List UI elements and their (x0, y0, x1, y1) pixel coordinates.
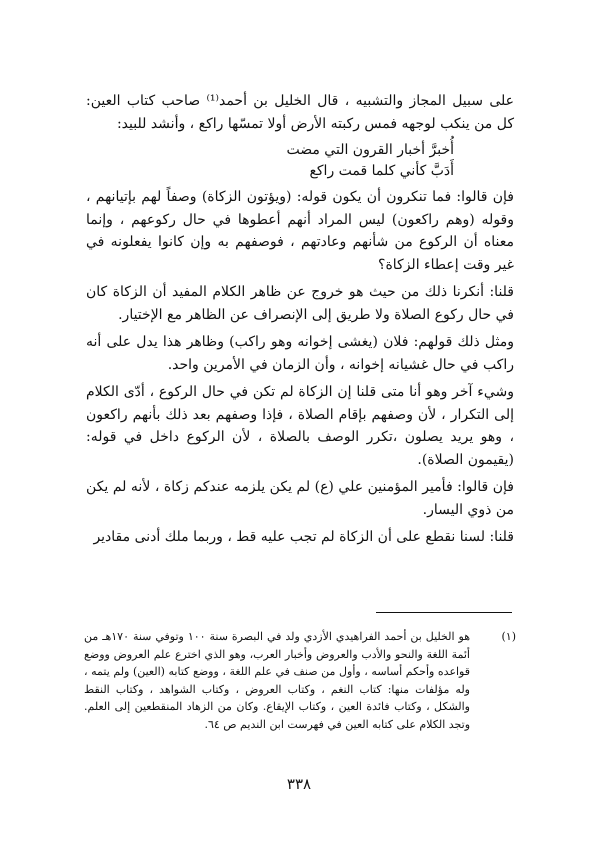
paragraph-3: قلنا: أنكرنا ذلك من حيث هو خروج عن ظاهر الكلام المفيد أن الزكاة كان في حال ركوع الصلاة ولا طريق إلى الإنصراف عن الظاهر مع الإختيار. (86, 284, 515, 323)
footnote (84, 628, 516, 733)
verse-block (86, 140, 514, 182)
paragraph-1: على سبيل المجاز والتشبيه ، قال الخليل بن أحمد⁽¹⁾ صاحب كتاب العين: كل من ينكب لوجهه فمس ركبته الأرض أولا تمسّها راكع ، وأنشد للبيد: (86, 93, 514, 132)
verse-line-1: أُخبرَّ أخبار القرون التي مضت (286, 142, 454, 158)
paragraph-2: فإن قالوا: فما تنكرون أن يكون قوله: (ويؤتون الزكاة) وصفاً لهم بإتيانهم ، وقوله (وهم راكعون) ليس المراد أنهم أعطوها في حال ركوعهم ، وإنما معناه أن الركوع من شأنهم وعادتهم ، فوصفهم به وإن كانوا يفعلونه في غير وقت إعطاء الزكاة؟ (86, 189, 514, 273)
paragraph-5: وشيء آخر وهو أنا متى قلنا إن الزكاة لم تكن في حال الركوع ، أدّى الكلام إلى التكرار ، لأن وصفهم بإقام الصلاة ، فإذا وصفهم بعد ذلك بأنهم راكعون ، وهو يريد يصلون ،تكرر الوصف بالصلاة ، لأن الركوع داخل في قوله: (يقيمون الصلاة). (86, 384, 514, 468)
paragraph-4: ومثل ذلك قولهم: فلان (يغشى إخوانه وهو راكب) وظاهر هذا يدل على أنه راكب في حال غشيانه إخوانه ، وأن الزمان في الأمرين واحد. (86, 334, 514, 373)
footnote-divider (376, 612, 512, 613)
verse-line-2: أَدَبَّ كأني كلما قمت راكع (309, 163, 454, 179)
footnote-text: هو الخليل بن أحمد الفراهيدي الأزدي ولد في البصرة سنة ١٠٠ وتوفي سنة ١٧٠هـ من أئمة اللغة والنحو والأدب والعروض وأخبار العرب، وهو الذي اخترع علم العروض ووضع قواعده وأحكم أساسه ، وأول من صنف في علم اللغة ، ووضع كتابه (العين) ولم يتمه ، وله مؤلفات منها: كتاب النغم ، وكتاب العروض ، وكتاب الشواهد ، وكتاب النقط والشكل ، وكتاب فائدة العين ، وكتاب الإيقاع. وكان من الزهاد المنقطعين إلى العلم. وتجد الكلام على كتابه العين في فهرست ابن النديم ص ٦٤. (84, 630, 471, 731)
paragraph-7: قلنا: لسنا نقطع على أن الزكاة لم تجب عليه قط ، وربما ملك أدنى مقادير (93, 529, 514, 545)
footnote-marker: (١) (501, 630, 516, 643)
page-number: ٣٣٨ (286, 775, 312, 793)
paragraph-6: فإن قالوا: فأمير المؤمنين علي (ع) لم يكن يلزمه عندكم زكاة ، لأنه لم يكن من ذوي اليسار. (86, 479, 514, 518)
main-text (86, 90, 514, 554)
